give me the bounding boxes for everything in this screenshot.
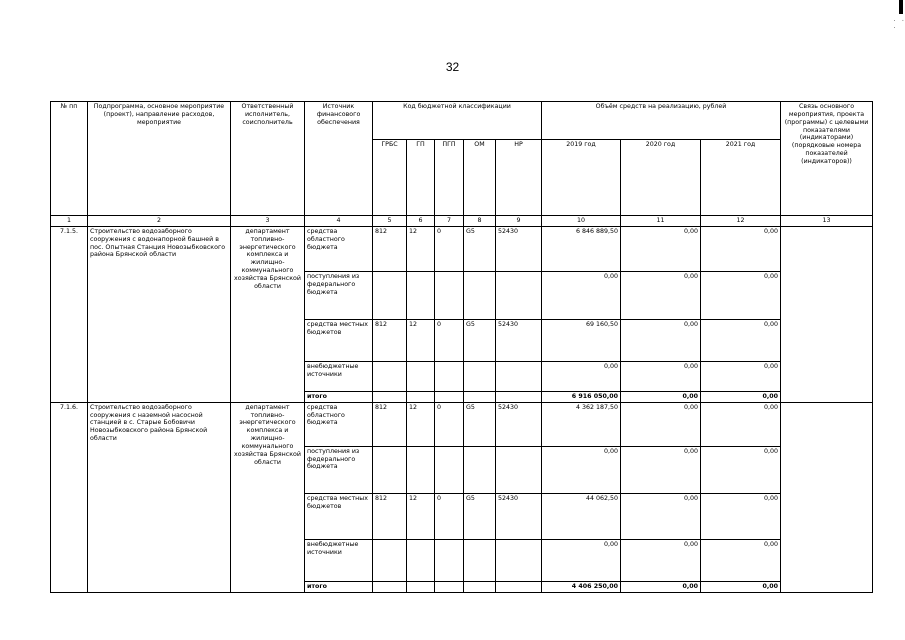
col-number: 9 [496,216,542,227]
amount-2021: 0,00 [701,402,781,446]
col-number: 7 [435,216,464,227]
gp-cell [407,581,435,592]
pgp-cell: 0 [435,493,464,539]
nr-cell [496,539,542,581]
om-cell [464,271,496,319]
scan-edge-mark [899,0,903,14]
grbs-cell: 812 [373,402,407,446]
header-num: № пп [51,102,88,216]
header-2021: 2021 год [701,140,781,216]
om-cell [464,361,496,391]
grbs-cell [373,361,407,391]
scan-noise: . . . [892,15,905,30]
page-number: 32 [445,60,460,74]
funding-source: внебюджетные источники [305,361,373,391]
header-responsible: Ответственный исполнитель, соисполнитель [231,102,305,216]
om-cell: G5 [464,493,496,539]
nr-cell: 52430 [496,402,542,446]
om-cell [464,446,496,493]
header-nr: НР [496,140,542,216]
total-label: итого [305,581,373,592]
gp-cell [407,391,435,402]
pgp-cell: 0 [435,319,464,361]
col-number: 3 [231,216,305,227]
pgp-cell [435,446,464,493]
total-2021: 0,00 [701,581,781,592]
amount-2021: 0,00 [701,493,781,539]
indicator-link-cell [781,226,873,402]
amount-2021: 0,00 [701,539,781,581]
nr-cell [496,581,542,592]
nr-cell [496,391,542,402]
grbs-cell [373,539,407,581]
amount-2019: 44 062,50 [542,493,621,539]
amount-2020: 0,00 [621,361,701,391]
gp-cell [407,539,435,581]
header-volume: Объём средств на реализацию, рублей [542,102,781,140]
om-cell [464,391,496,402]
pgp-cell [435,271,464,319]
om-cell [464,539,496,581]
amount-2019: 0,00 [542,361,621,391]
col-number: 11 [621,216,701,227]
grbs-cell: 812 [373,319,407,361]
amount-2019: 69 160,50 [542,319,621,361]
amount-2021: 0,00 [701,271,781,319]
amount-2019: 4 362 187,50 [542,402,621,446]
gp-cell [407,271,435,319]
header-budget-code: Код бюджетной классификации [373,102,542,140]
total-2021: 0,00 [701,391,781,402]
header-subprogram: Подпрограмма, основное мероприятие (проект), направление расходов, мероприятие [88,102,231,216]
amount-2019: 0,00 [542,446,621,493]
om-cell [464,581,496,592]
project-responsible: департамент топливно-энергетического комплекса и жилищно-коммунального хозяйства Брянской области [231,226,305,402]
table-row [51,402,873,446]
amount-2019: 0,00 [542,539,621,581]
project-number: 7.1.5. [51,226,88,402]
col-number: 8 [464,216,496,227]
nr-cell: 52430 [496,226,542,271]
col-number: 2 [88,216,231,227]
gp-cell [407,361,435,391]
col-number: 4 [305,216,373,227]
total-2020: 0,00 [621,391,701,402]
funding-source: поступления из федерального бюджета [305,446,373,493]
pgp-cell [435,581,464,592]
nr-cell [496,271,542,319]
om-cell: G5 [464,402,496,446]
amount-2020: 0,00 [621,226,701,271]
project-name: Строительство водозаборного сооружения с наземной насосной станцией в с. Старые Бобовичи Новозыбковского района Брянской области [88,402,231,592]
total-2019: 6 916 050,00 [542,391,621,402]
nr-cell: 52430 [496,493,542,539]
header-source: Источник финансового обеспечения [305,102,373,216]
indicator-link-cell [781,402,873,592]
project-name: Строительство водозаборного сооружения с водонапорной башней в пос. Опытная Станция Новозыбковского района Брянской области [88,226,231,402]
header-link: Связь основного мероприятия, проекта (программы) с целевыми показателями (индикаторами) (порядковые номера показателей (индикаторов)) [781,102,873,216]
amount-2020: 0,00 [621,319,701,361]
gp-cell [407,446,435,493]
amount-2020: 0,00 [621,402,701,446]
amount-2020: 0,00 [621,539,701,581]
amount-2020: 0,00 [621,446,701,493]
grbs-cell [373,581,407,592]
funding-source: внебюджетные источники [305,539,373,581]
col-number: 13 [781,216,873,227]
col-number: 12 [701,216,781,227]
funding-source: средства областного бюджета [305,402,373,446]
header-grbs: ГРБС [373,140,407,216]
col-number: 1 [51,216,88,227]
header-2019: 2019 год [542,140,621,216]
budget-table [50,101,873,593]
total-2019: 4 406 250,00 [542,581,621,592]
col-number: 6 [407,216,435,227]
amount-2020: 0,00 [621,493,701,539]
header-2020: 2020 год [621,140,701,216]
nr-cell [496,446,542,493]
pgp-cell: 0 [435,226,464,271]
gp-cell: 12 [407,319,435,361]
project-responsible: департамент топливно-энергетического комплекса и жилищно-коммунального хозяйства Брянской области [231,402,305,592]
amount-2021: 0,00 [701,446,781,493]
column-number-row [51,216,873,227]
funding-source: средства местных бюджетов [305,493,373,539]
pgp-cell: 0 [435,402,464,446]
gp-cell: 12 [407,402,435,446]
amount-2021: 0,00 [701,319,781,361]
header-om: ОМ [464,140,496,216]
gp-cell: 12 [407,226,435,271]
table-row [51,226,873,271]
header-pgp: ПГП [435,140,464,216]
amount-2019: 0,00 [542,271,621,319]
om-cell: G5 [464,226,496,271]
project-number: 7.1.6. [51,402,88,592]
grbs-cell: 812 [373,226,407,271]
pgp-cell [435,391,464,402]
nr-cell [496,361,542,391]
amount-2020: 0,00 [621,271,701,319]
grbs-cell [373,271,407,319]
funding-source: средства местных бюджетов [305,319,373,361]
pgp-cell [435,361,464,391]
total-label: итого [305,391,373,402]
grbs-cell [373,446,407,493]
grbs-cell [373,391,407,402]
om-cell: G5 [464,319,496,361]
amount-2021: 0,00 [701,226,781,271]
col-number: 10 [542,216,621,227]
funding-source: средства областного бюджета [305,226,373,271]
col-number: 5 [373,216,407,227]
amount-2021: 0,00 [701,361,781,391]
total-2020: 0,00 [621,581,701,592]
header-gp: ГП [407,140,435,216]
grbs-cell: 812 [373,493,407,539]
funding-source: поступления из федерального бюджета [305,271,373,319]
amount-2019: 6 846 889,50 [542,226,621,271]
pgp-cell [435,539,464,581]
gp-cell: 12 [407,493,435,539]
nr-cell: 52430 [496,319,542,361]
